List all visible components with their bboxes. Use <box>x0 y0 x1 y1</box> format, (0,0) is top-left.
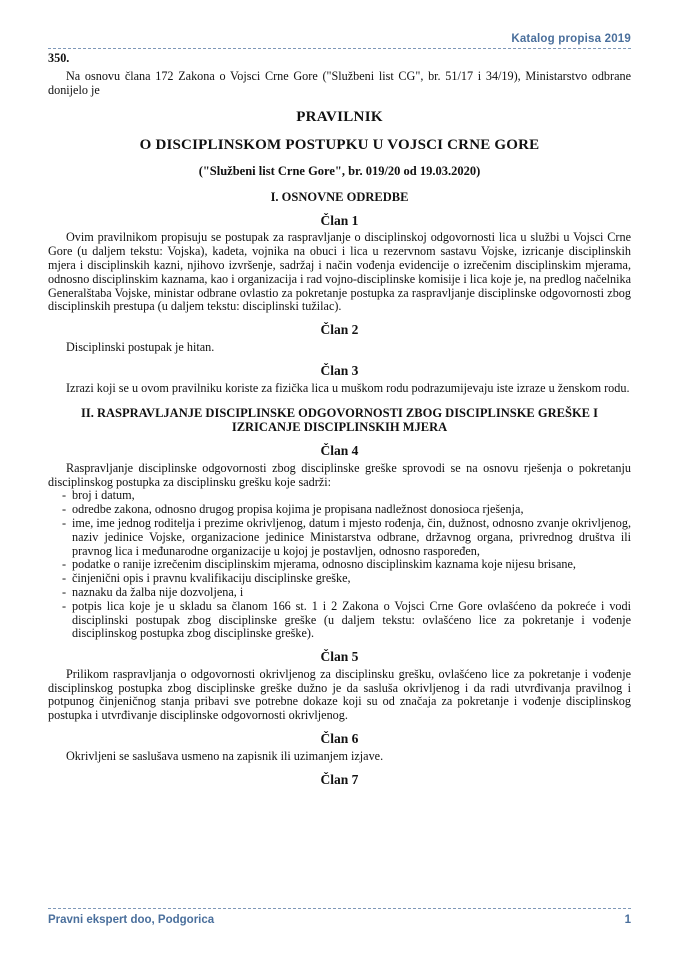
article-heading-4: Član 4 <box>320 442 359 458</box>
article-4-text: Raspravljanje disciplinske odgovornosti zbog disciplinske greške sprovodi se na osnovu rješenja o pokretanju disciplinskog postupka za disciplinsku grešku koje sadrži: <box>48 460 631 489</box>
page-header <box>48 30 631 49</box>
article-heading-2: Član 2 <box>320 322 359 338</box>
article-heading-3: Član 3 <box>320 362 359 378</box>
section-heading-2: II. RASPRAVLJANJE DISCIPLINSKE ODGOVORNOSTI ZBOG DISCIPLINSKE GREŠKE I IZRICANJE DISCIPLINSKIH MJERA <box>80 406 598 435</box>
article-heading-7: Član 7 <box>320 771 359 787</box>
list-item: - ime, ime jednog roditelja i prezime okrivljenog, datum i mjesto rođenja, čin, dužnost, odnosno zvanje okrivljenog, naziv jedinice Vojske, organizacione jedinice Ministarstva odbrane, državnog organa, privrednog društva ili pravnog lica i međunarodne organizacije u kojoj je postavljen, odnosno raspoređen, <box>62 515 631 558</box>
page-number: 1 <box>624 914 631 926</box>
document-subtitle: O DISCIPLINSKOM POSTUPKU U VOJSCI CRNE GORE <box>139 137 540 154</box>
page-footer <box>48 908 631 929</box>
article-4-list <box>48 489 631 641</box>
preamble: Na osnovu člana 172 Zakona o Vojsci Crne Gore ("Službeni list CG", br. 51/17 i 34/19), Ministarstvo odbrane donijelo je <box>48 68 631 97</box>
article-6-text: Okrivljeni se saslušava usmeno na zapisnik ili uzimanjem izjave. <box>66 748 384 763</box>
article-2-text: Disciplinski postupak je hitan. <box>66 339 215 354</box>
article-heading-6: Član 6 <box>320 731 359 747</box>
article-heading-5: Član 5 <box>320 649 359 665</box>
article-1-text: Ovim pravilnikom propisuju se postupak za raspravljanje o disciplinskoj odgovornosti lica u službi u Vojsci Crne Gore (u daljem tekstu: Vojska), kadeta, vojnika na obuci i lica u rezervnom sastavu Vojske, izricanje disciplinskih mjera i disciplinskih kazni, njihovo izvršenje, sadržaj i način vođenja evidencije o izrečenim disciplinskim mjerama, odnosno disciplinskim kaznama, kao i organizacija i rad vojno-disciplinske komisije i lica koje je, na predlog načelnika Generalštaba Vojske, ministar odbrane ovlastio za pokretanje postupka za raspravljanje disciplinske odgovornosti zbog disciplinskih prestupa (u daljem tekstu: disciplinski tužilac). <box>48 230 631 314</box>
list-item: - činjenični opis i pravnu kvalifikaciju disciplinske greške, <box>62 571 351 586</box>
list-item: - broj i datum, <box>62 488 135 503</box>
regulation-number: 350. <box>48 51 70 65</box>
list-item: - podatke o ranije izrečenim disciplinskim mjerama, odnosno disciplinskim kaznama koje nijesu brisane, <box>62 557 576 572</box>
catalog-title: Katalog propisa 2019 <box>511 33 631 45</box>
document-body <box>48 52 631 790</box>
list-item: - naznaku da žalba nije dozvoljena, i <box>62 584 244 599</box>
publisher-name: Pravni ekspert doo, Podgorica <box>48 914 215 926</box>
article-heading-1: Član 1 <box>320 212 359 228</box>
gazette-reference: ("Službeni list Crne Gore", br. 019/20 od 19.03.2020) <box>198 163 481 178</box>
section-heading-1: I. OSNOVNE ODREDBE <box>270 189 409 204</box>
list-item: - potpis lica koje je u skladu sa članom 166 st. 1 i 2 Zakona o Vojsci Crne Gore ovlašćeno da pokreće i vodi disciplinski postupak zbog disciplinske greške (u daljem tekstu: ovlašćeno lice za pokretanje i vođenje disciplinskog postupka zbog disciplinske greške). <box>62 598 631 641</box>
list-item: - odredbe zakona, odnosno drugog propisa kojima je propisana nadležnost donosioca rješenja, <box>62 502 524 517</box>
article-3-text: Izrazi koji se u ovom pravilniku koriste za fizička lica u muškom rodu podrazumijevaju iste izraze u ženskom rodu. <box>66 380 630 395</box>
article-5-text: Prilikom raspravljanja o odgovornosti okrivljenog za disciplinsku grešku, ovlašćeno lice za pokretanje i vođenje disciplinskog postupka zbog disciplinske greške dužno je da sasluša okrivljenog i da radi utvrđivanja pravilnog i potpunog činjeničnog stanja pribavi sve potrebne dokaze koji su od značaja za pokretanje i vođenje disciplinskog postupka i utvrđivanje disciplinske odgovornosti okrivljenog. <box>48 666 631 723</box>
document-title: PRAVILNIK <box>296 109 383 126</box>
